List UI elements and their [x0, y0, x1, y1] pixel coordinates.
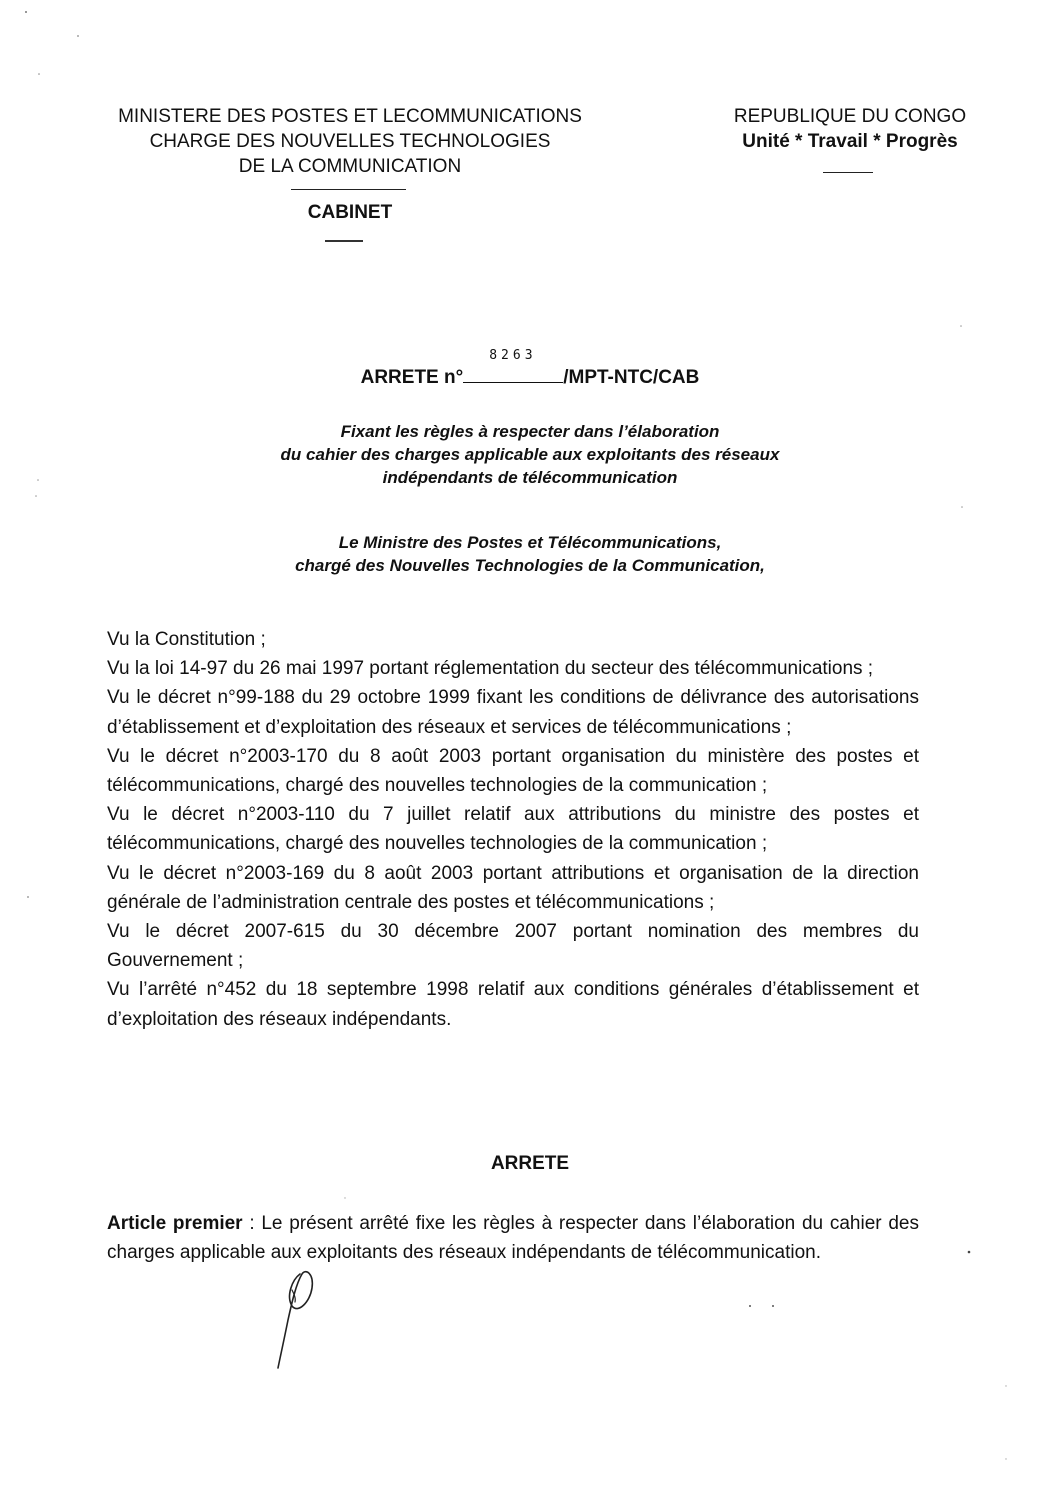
- republic-divider: [823, 172, 873, 174]
- decree-title-suffix: /MPT-NTC/CAB: [563, 367, 700, 388]
- decree-title: [0, 348, 1060, 389]
- considerations-list: [107, 625, 919, 1034]
- ministry-line-1: MINISTERE DES POSTES ET LECOMMUNICATIONS: [118, 106, 582, 127]
- republic-motto: Unité * Travail * Progrès: [742, 131, 958, 152]
- minister-line-2: chargé des Nouvelles Technologies de la Communication,: [295, 556, 765, 575]
- consideration-item: Vu le décret n°2003-169 du 8 août 2003 portant attributions et organisation de la direction générale de l’administration centrale des postes et télécommunications ;: [107, 862, 919, 913]
- republic-name: REPUBLIQUE DU CONGO: [733, 106, 967, 127]
- handwritten-initial: [262, 1262, 332, 1372]
- ministry-divider: [291, 189, 406, 191]
- subtitle-line-3: indépendants de télécommunication: [382, 468, 678, 487]
- consideration-item: Vu la loi 14-97 du 26 mai 1997 portant réglementation du secteur des télécommunications ;: [107, 658, 874, 680]
- decree-subtitle: [0, 420, 1060, 489]
- article-premier: [107, 1209, 919, 1267]
- consideration-item: Vu le décret n°2003-110 du 7 juillet relatif aux attributions du ministre des postes et télécommunications, chargé des nouvelles technologies de la communication ;: [107, 804, 919, 855]
- consideration-item: Vu le décret n°99-188 du 29 octobre 1999 fixant les conditions de délivrance des autorisations d’établissement et d’exploitation des réseaux et services de télécommunications ;: [107, 687, 919, 738]
- republic-header: [700, 104, 1000, 154]
- ministry-line-2: CHARGE DES NOUVELLES TECHNOLOGIES: [149, 131, 551, 152]
- minister-line-1: Le Ministre des Postes et Télécommunications,: [338, 533, 722, 552]
- consideration-item: Vu le décret n°2003-170 du 8 août 2003 portant organisation du ministère des postes et télécommunications, chargé des nouvelles technologies de la communication ;: [107, 745, 919, 797]
- cabinet-label: CABINET: [307, 202, 393, 223]
- decree-number-blank: [463, 348, 563, 383]
- article-text: : Le présent arrêté fixe les règles à respecter dans l’élaboration du cahier des charges applicable aux exploitants des réseaux indépendants de télécommunication.: [107, 1213, 919, 1263]
- consideration-item: Vu la Constitution ;: [107, 629, 266, 650]
- consideration-item: Vu l’arrêté n°452 du 18 septembre 1998 relatif aux conditions générales d’établissement et d’exploitation des réseaux indépendants.: [107, 979, 919, 1030]
- ministry-line-3: DE LA COMMUNICATION: [238, 156, 462, 177]
- decree-title-prefix: ARRETE n°: [360, 367, 464, 388]
- subtitle-line-2: du cahier des charges applicable aux exploitants des réseaux: [280, 445, 780, 464]
- consideration-item: Vu le décret 2007-615 du 30 décembre 2007 portant nomination des membres du Gouvernement ;: [107, 921, 919, 972]
- subtitle-line-1: Fixant les règles à respecter dans l’élaboration: [340, 422, 720, 441]
- decree-number: 8263: [489, 348, 537, 363]
- cabinet-divider: [325, 240, 363, 243]
- minister-statement: [0, 531, 1060, 577]
- article-label: Article premier: [107, 1213, 243, 1234]
- decree-heading: ARRETE: [490, 1153, 570, 1174]
- ministry-header: [60, 104, 640, 179]
- article-paragraph: [107, 1209, 919, 1267]
